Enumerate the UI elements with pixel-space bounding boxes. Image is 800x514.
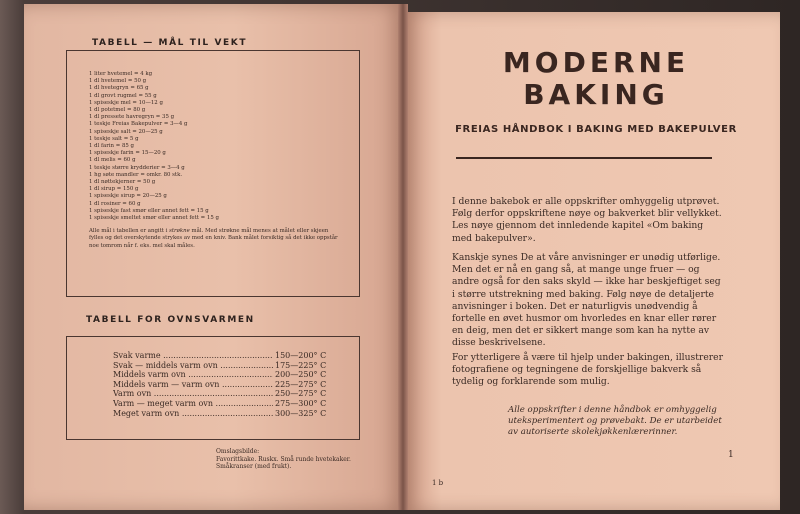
oven-row-label: Middels varm — varm ovn ..... <box>113 380 273 390</box>
title-divider <box>456 157 712 159</box>
weights-note-before: Alle mål i tabellen er angitt i <box>89 228 170 235</box>
intro-paragraph-2: Kanskje synes De at våre anvisninger er unødig utførlige. Men det er nå en gang så, at mange unge fruer — og andre også for den saks skyld — ikke har beskjeftiget seg i større utstrekning med baking. Følg nøye de detaljerte anvisninger i boken. Det er naturligvis unødvendig å fortelle en øvet husmor om hvorledes en knar eller rører en deig, men det er sikkert mange som kan ha nytte av disse beskrivelsene. <box>452 252 721 349</box>
weight-row: 1 dl hvetegryn = 65 g <box>89 85 149 92</box>
intro-paragraph-3: For ytterligere å være til hjelp under bakingen, illustrerer fotografiene og tegningene de forskjellige bakverk så tydelig og forklarende som mulig. <box>452 352 723 388</box>
weight-row: 1 dl hvetemel = 50 g <box>89 78 147 85</box>
oven-row <box>113 409 341 419</box>
weight-row: 1 dl sirup = 150 g <box>89 186 139 193</box>
cover-note <box>216 448 376 471</box>
weight-row: 1 dl pressete havregryn = 35 g <box>89 114 175 121</box>
weights-note <box>89 228 341 250</box>
oven-row-label: Svak varme ..... <box>113 351 273 361</box>
book-title-line1: MODERNE <box>502 46 690 79</box>
weight-row: 1 liter hvetemel = 4 kg <box>89 71 153 77</box>
intro-paragraph-1: I denne bakebok er alle oppskrifter omhyggelig utprøvet. Følg derfor oppskriftene nøye og bakverket blir vellykket. Les nøye gjennom det innledende kapitel «Om baking med bakepulver». <box>452 196 722 244</box>
oven-row-label: Meget varm ovn ..... <box>113 409 273 419</box>
cover-note-text: Favorittkake. Ruskx. Små runde hvetekaker. Småkranser (med frukt). <box>216 455 351 471</box>
weight-row: 1 teskje større krydderier = 3—4 g <box>89 164 185 171</box>
oven-row-value: 275—300° C <box>275 398 327 408</box>
weights-note-after: mål. Med strøkne mål menes at målet eller skjeen fylles og det overskytende strykes av med en kniv. Bank målet forsiktig så det ikke oppstår noe tomrom når f. eks. mel skal måles. <box>89 228 338 249</box>
weight-row: 1 spiseskje mel = 10—12 g <box>89 99 163 106</box>
weight-row: 1 teskje Freias Bakepulver = 3—4 g <box>89 121 188 128</box>
oven-row-value: 175—225° C <box>275 360 327 370</box>
oven-row-value: 200—250° C <box>275 370 327 380</box>
book-gutter <box>398 4 408 510</box>
oven-row <box>113 380 341 390</box>
book-subtitle: FREIAS HÅNDBOK I BAKING MED BAKEPULVER <box>455 124 737 135</box>
oven-table-heading: TABELL FOR OVNSVARMEN <box>86 315 255 325</box>
weight-row: 1 dl grovt rugmel = 55 g <box>89 92 157 99</box>
oven-row-value: 300—325° C <box>275 408 327 418</box>
oven-list <box>113 351 341 418</box>
weights-table <box>66 50 360 297</box>
weights-table-heading: TABELL — MÅL TIL VEKT <box>92 38 248 48</box>
weight-row: 1 dl rosiner = 60 g <box>89 200 141 207</box>
weight-row: 1 dl potetmel = 80 g <box>89 107 146 114</box>
oven-row <box>113 399 341 409</box>
oven-row-value: 225—275° C <box>275 379 327 389</box>
book-title-line2: BAKING <box>523 78 669 111</box>
weight-row: 1 hg søte mandler = omkr. 80 stk. <box>89 171 183 178</box>
oven-row-label: Varm ovn ..... <box>113 389 273 399</box>
oven-row-label: Middels varm ovn ..... <box>113 370 273 380</box>
oven-row <box>113 351 341 361</box>
weights-note-emphasis: strøkne <box>169 228 190 235</box>
cover-note-title: Omslagsbilde: <box>216 448 260 455</box>
weight-row: 1 spiseskje smeltet smør eller annet fett = 15 g <box>89 215 219 222</box>
right-page-number: 1 <box>728 450 734 460</box>
weight-row: 1 spiseskje farin = 15—20 g <box>89 150 166 157</box>
weight-row: 1 dl melis = 60 g <box>89 157 136 164</box>
weight-row: 1 dl farin = 85 g <box>89 143 134 150</box>
oven-row-value: 150—200° C <box>275 351 327 360</box>
oven-row <box>113 361 341 371</box>
oven-row <box>113 370 341 380</box>
oven-row-label: Varm — meget varm ovn ..... <box>113 399 273 409</box>
weight-row: 1 spiseskje salt = 20—25 g <box>89 128 163 135</box>
oven-row <box>113 389 341 399</box>
weight-row: 1 teskje salt = 5 g <box>89 135 139 142</box>
weight-row: 1 spiseskje sirup = 20—25 g <box>89 193 167 200</box>
closing-note: Alle oppskrifter i denne håndbok er omhyggelig uteksperimentert og prøvebakt. De er utarbeidet av autoriserte skolekjøkkenlærerinner. <box>508 405 722 437</box>
oven-table <box>66 336 360 440</box>
left-page-number: 1 b <box>432 479 444 487</box>
weight-row: 1 dl nøttekjerner = 50 g <box>89 179 156 186</box>
oven-row-value: 250—275° C <box>275 389 327 399</box>
weights-list <box>89 71 341 222</box>
weight-row: 1 spiseskje fast smør eller annet fett = 15 g <box>89 207 209 214</box>
oven-row-label: Svak — middels varm ovn ..... <box>113 361 273 371</box>
